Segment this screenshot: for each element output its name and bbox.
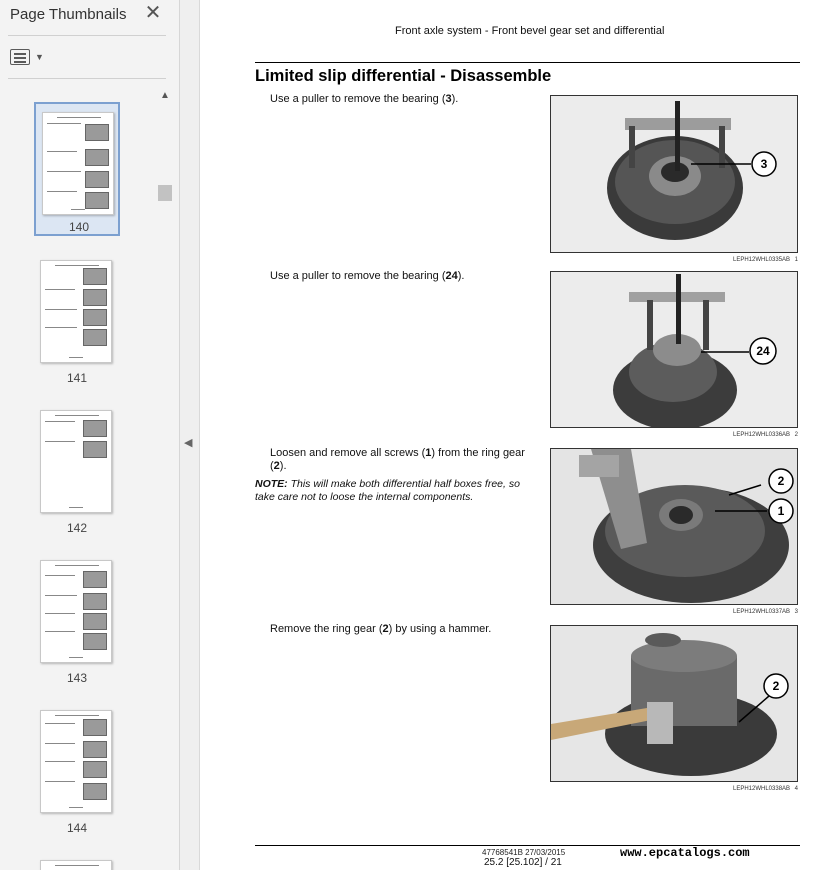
document-page: Front axle system - Front bevel gear set and differential Limited slip differential - Disassemble Use a puller to remove the bearing (3). 3 LEPH12WHL0335AB 1 Use a puller to remove the bearing (24). 24 LEPH12WHL0336AB 2 Loosen and remove all screws (1) from the ring gear (2). NOTE: This will make both differential half boxes free, so take care not to loose the internal components. 2 1 LEPH12WHL0337AB 3 Remove the ring gear (2) by using a hammer. 2 LEPH12WHL0338AB 4 47768541B 27/03/2015 25.2 [25.102] / 21 www.epcatalogs.com (200, 0, 832, 870)
scrollbar-thumb[interactable] (158, 185, 172, 201)
figure-2-photo (550, 271, 798, 428)
step-3-text: Loosen and remove all screws (1) from the ring gear (2). (270, 447, 525, 472)
figure-3-photo (550, 448, 798, 605)
thumbnail-page-142[interactable] (34, 410, 120, 544)
thumbnail-page-number: 140 (68, 220, 90, 234)
step-2-text: Use a puller to remove the bearing (24). (270, 270, 465, 282)
thumbnail-page-number: 144 (66, 821, 88, 835)
callout-label: 24 (756, 344, 770, 358)
thumbnail-page-143[interactable] (34, 560, 120, 694)
thumbnail-page-number: 141 (66, 371, 88, 385)
chevron-up-icon[interactable]: ▲ (160, 90, 170, 101)
footer-page-number: 25.2 [25.102] / 21 (484, 857, 562, 868)
header-rule (255, 62, 800, 63)
figure-4-photo (550, 625, 798, 782)
callout-label: 2 (777, 474, 785, 488)
thumbnail-image (40, 860, 112, 870)
thumbnail-scrollbar[interactable] (156, 86, 174, 870)
page-header: Front axle system - Front bevel gear set and differential (395, 25, 665, 37)
collapse-panel-icon[interactable]: ◀ (184, 437, 193, 449)
thumbnail-image (40, 560, 112, 663)
callout-label: 1 (777, 504, 785, 518)
thumbnail-page-number: 142 (66, 521, 88, 535)
step-3-note: NOTE: This will make both differential half boxes free, so take care not to loose the internal components. (255, 478, 520, 503)
footer-doc-id: 47768541B 27/03/2015 (482, 848, 566, 857)
thumbnail-page-partial[interactable] (34, 860, 120, 870)
step-1-text: Use a puller to remove the bearing (3). (270, 93, 459, 105)
close-icon[interactable]: ✕ (144, 2, 162, 24)
page-thumbnails-panel (0, 0, 180, 870)
thumbnail-page-140[interactable] (34, 102, 120, 236)
figure-1-photo (550, 95, 798, 253)
thumbnail-image (42, 112, 114, 215)
thumbnail-options-button[interactable] (8, 46, 48, 68)
watermark: www.epcatalogs.com (620, 846, 750, 860)
panel-splitter[interactable] (180, 0, 200, 870)
section-title: Limited slip differential - Disassemble (255, 67, 552, 85)
panel-title: Page Thumbnails (10, 6, 127, 23)
chevron-down-icon: ▼ (35, 52, 44, 62)
thumbnail-page-141[interactable] (34, 260, 120, 394)
thumbnail-list (0, 86, 156, 870)
divider (8, 35, 166, 36)
list-view-icon (10, 49, 30, 65)
thumbnail-page-144[interactable] (34, 710, 120, 844)
thumbnail-page-number: 143 (66, 671, 88, 685)
step-4-text: Remove the ring gear (2) by using a hammer. (270, 623, 492, 635)
thumbnail-image (40, 410, 112, 513)
thumbnail-image (40, 260, 112, 363)
callout-label: 2 (772, 679, 780, 693)
divider (8, 78, 166, 79)
callout-label: 3 (760, 157, 768, 171)
thumbnail-image (40, 710, 112, 813)
